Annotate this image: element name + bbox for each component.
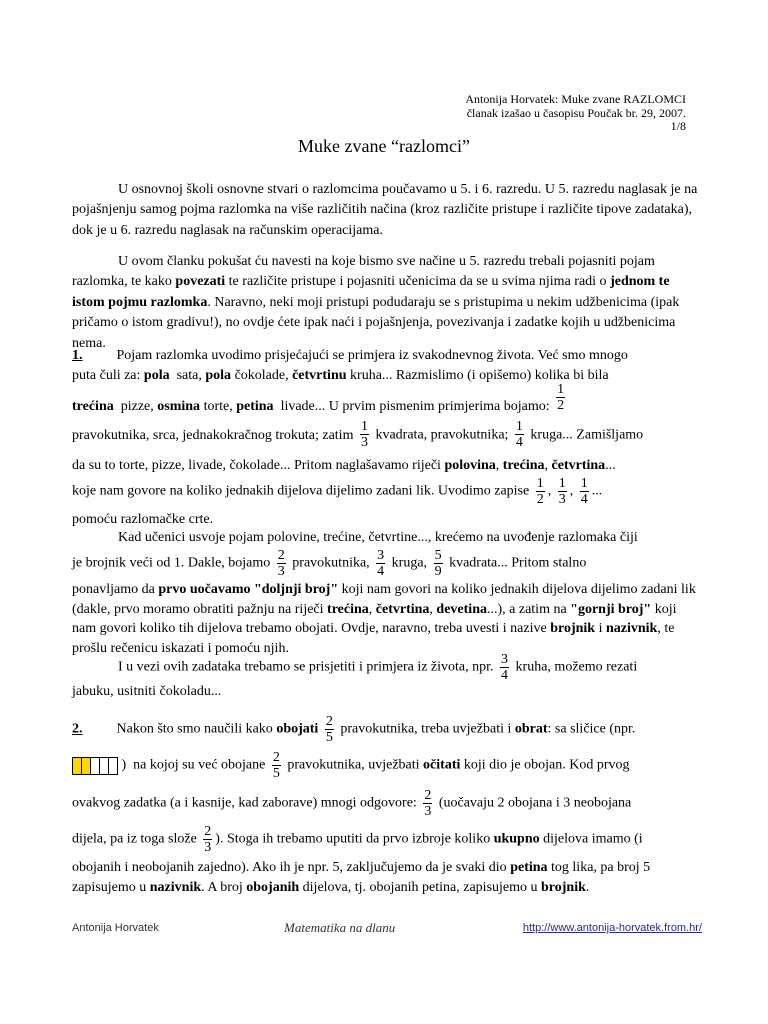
fraction-numerator: 2 [204,824,212,839]
fraction-numerator: 3 [377,548,385,563]
fraction-denominator: 3 [360,435,368,450]
section-2-line-2: ) na kojoj su već obojane $\frac{2}{5}$ pravokutnika, uvježbati očitati koji dio je obojan. Kod prvog [72,750,698,781]
fraction-numerator: 3 [501,652,509,667]
section-1-paragraph-continued: ponavljamo da prvo uočavamo "doljnji broj" koji nam govori na koliko jednakih dijelova dijelimo zadani lik (dakle, prvo moramo obratiti pažnju na riječi trećina, četvrtina, devetina...), a zatim na "gornji broj" koji nam govori koliko tih dijelova trebamo obojati. Ovdje, naravno, treba uvesti i nazive brojnik i nazivnik, te prošlu rečenicu iskazati i pomoću njih. [72,582,696,656]
header-author-title: Antonija Horvatek: Muke zvane RAZLOMCI [465,92,686,106]
fraction-denominator: 2 [536,492,544,507]
fraction-2-3 [203,824,212,855]
section-2-line-1: 2. Nakon što smo naučili kako obojati $\frac{2}{5}$ pravokutnika, treba uvježbati i obrat: sa sličice (npr. [72,714,636,745]
fraction-denominator: 3 [558,492,566,507]
section-1-line-6: koje nam govore na koliko jednakih dijelova dijelimo zadani lik. Uvodimo zapise $\frac{1}{2}$ , $\frac{1}{3}$ , $\frac{1}{4}$ ... [72,476,603,507]
fraction-denominator: 2 [557,398,565,413]
fraction-3-4 [500,652,509,683]
section-1-line-14: jabuku, usitniti čokoladu... [72,684,222,699]
page-number: 1/8 [670,119,686,133]
section-1-line-7: pomoću razlomačke crte. [72,512,214,527]
fraction-2-5 [272,750,281,781]
fraction-numerator: 2 [325,714,333,729]
fraction-denominator: 5 [272,766,280,781]
fraction-numerator: 1 [515,419,523,434]
section-2-paragraph-end: obojanih i neobojanih zajedno). Ako ih je npr. 5, zaključujemo da je svaki dio petina tog lika, pa broj 5 zapisujemo u nazivnik. A broj obojanih dijelova, tj. obojanih petina, zapisujemo u brojnik. [72,860,651,895]
fraction-numerator: 1 [558,476,566,491]
section-1-line-1: 1. Pojam razlomka uvodimo prisjećajući se primjera iz svakodnevnog života. Već smo mnogo [72,348,628,363]
fraction-denominator: 5 [325,730,333,745]
fraction-denominator: 4 [501,668,509,683]
section-2-line-3: ovakvog zadatka (a i kasnije, kad zaborave) mnogi odgovore: $\frac{2}{3}$ (uočavaju 2 obojana i 3 neobojana [72,788,632,819]
fraction-1-4 [580,476,589,507]
empty-part [100,758,109,774]
fraction-numerator: 5 [434,548,442,563]
colored-rectangle-2-of-5 [72,757,118,775]
fraction-numerator: 1 [580,476,588,491]
fraction-1-2 [536,476,545,507]
fraction-1-3 [558,476,567,507]
fraction-denominator: 4 [377,564,385,579]
footer-author: Antonija Horvatek [72,922,159,934]
fraction-numerator: 2 [424,788,432,803]
fraction-1-2 [556,382,565,413]
section-2-number: 2. [72,721,83,737]
section-1-line-8: Kad učenici usvoje pojam polovine, trećine, četvrtine..., krećemo na uvođenje razlomaka čiji [118,530,638,545]
section-1-line-13: I u vezi ovih zadataka trebamo se prisjetiti i primjera iz života, npr. $\frac{3}{4}$ kruha, možemo rezati [118,652,638,683]
section-1-number: 1. [72,348,83,363]
filled-part [73,758,82,774]
fraction-1-4 [515,419,524,450]
fraction-denominator: 3 [277,564,285,579]
empty-part [109,758,117,774]
section-1-line-4: pravokutnika, srca, jednakokračnog trokuta; zatim $\frac{1}{3}$ kvadrata, pravokutnika; $\frac{1}{4}$ kruga... Zamišljamo [72,419,644,450]
footer-center-title: Matematika na dlanu [284,920,396,935]
fraction-1-3 [360,419,369,450]
fraction-3-4 [376,548,385,579]
paragraph-article-aim: U ovom članku pokušat ću navesti na koje bismo sve načine u 5. razredu trebali pojasniti pojam razlomka, te kako povezati te različite pristupe i pojasniti učenicima da se u svima njima radi o jednom te istom pojmu razlomka. Naravno, neki moji pristupi podudaraju se s pristupima u nekim udžbenicima (ipak pričamo o istom gradivu!), no ovdje ćete ipak naći i pojašnjenja, povezivanja i zadatke kojih u udžbenicima nema. [72,254,680,351]
fraction-numerator: 1 [557,382,565,397]
filled-part [82,758,91,774]
section-1-line-5: da su to torte, pizze, livade, čokolade... Pritom naglašavamo riječi polovina, trećina, četvrtina... [72,458,616,473]
fraction-2-3 [423,788,432,819]
document-title: Muke zvane “razlomci” [298,136,470,156]
fraction-denominator: 4 [515,435,523,450]
header-publication: članak izašao u časopisu Poučak br. 29, 2007. [466,105,686,120]
section-1-line-3: trećina pizze, osmina torte, petina livade... U prvim pismenim primjerima bojamo: $\frac{1}{2}$ [72,382,565,414]
fraction-denominator: 3 [424,804,432,819]
empty-part [91,758,100,774]
fraction-5-9 [434,548,443,579]
footer-url-link[interactable]: http://www.antonija-horvatek.from.hr/ [522,922,702,934]
fraction-denominator: 4 [580,492,588,507]
section-1-line-9: je brojnik veći od 1. Dakle, bojamo $\frac{2}{3}$ pravokutnika, $\frac{3}{4}$ kruga, $\frac{5}{9}$ kvadrata... Pritom stalno [72,548,587,579]
page-header [465,93,686,134]
section-1-line-2: puta čuli za: pola sata, pola čokolade, četvrtinu kruha... Razmislimo (i opišemo) kolika bi bila [72,368,609,383]
fraction-denominator: 3 [204,840,212,855]
paragraph-intro: U osnovnoj školi osnovne stvari o razlomcima poučavamo u 5. i 6. razredu. U 5. razredu naglasak je na pojašnjenju samog pojma razlomka na više različitih načina (kroz različite pristupe i različite tipove zadataka), dok je u 6. razredu naglasak na računskim operacijama. [72,182,698,238]
fraction-2-5 [325,714,334,745]
fraction-denominator: 9 [434,564,442,579]
section-2-line-4: dijela, pa iz toga slože $\frac{2}{3}$ ). Stoga ih trebamo uputiti da prvo izbroje koliko ukupno dijelova imamo (i [72,824,643,855]
fraction-2-3 [277,548,286,579]
fraction-numerator: 1 [360,419,368,434]
fraction-numerator: 2 [272,750,280,765]
fraction-numerator: 1 [536,476,544,491]
fraction-numerator: 2 [277,548,285,563]
